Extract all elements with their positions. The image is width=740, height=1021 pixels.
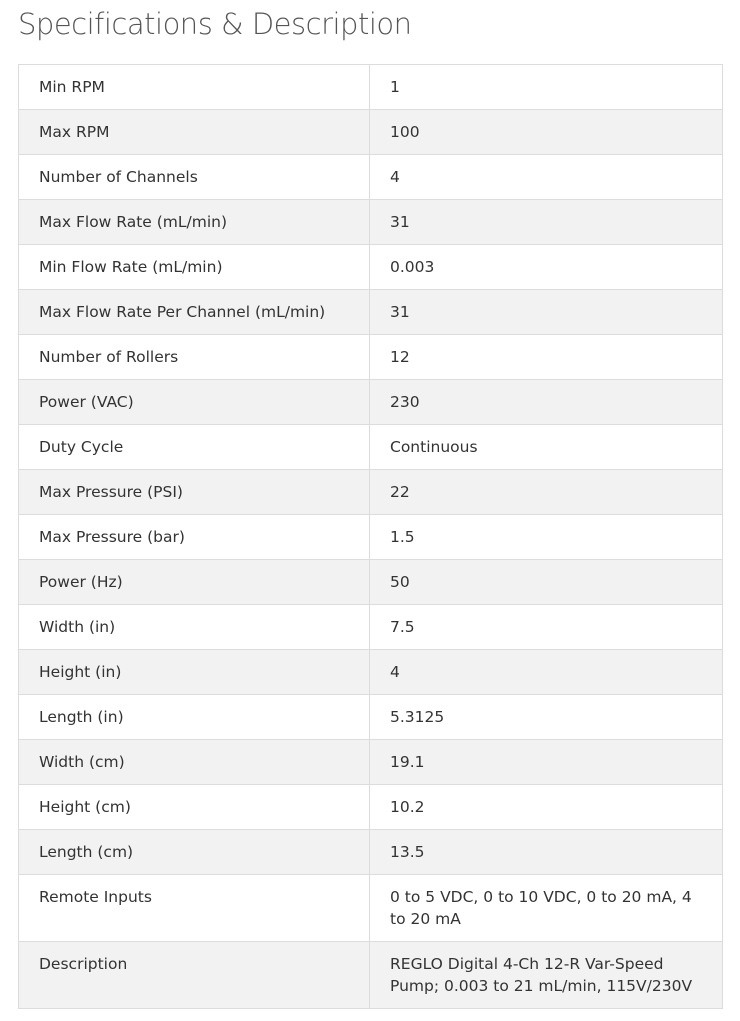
spec-value: 0 to 5 VDC, 0 to 10 VDC, 0 to 20 mA, 4 to 20 mA (370, 875, 723, 942)
spec-label: Min Flow Rate (mL/min) (19, 245, 370, 290)
spec-value: 1.5 (370, 515, 723, 560)
specifications-table (18, 64, 723, 1009)
spec-label: Duty Cycle (19, 425, 370, 470)
table-row (19, 650, 723, 695)
table-row (19, 155, 723, 200)
spec-value: 5.3125 (370, 695, 723, 740)
spec-value: 50 (370, 560, 723, 605)
spec-value: 10.2 (370, 785, 723, 830)
table-row (19, 605, 723, 650)
spec-value: 31 (370, 290, 723, 335)
spec-label: Min RPM (19, 65, 370, 110)
spec-value: 22 (370, 470, 723, 515)
table-row (19, 515, 723, 560)
table-row (19, 560, 723, 605)
spec-label: Length (cm) (19, 830, 370, 875)
spec-value: 19.1 (370, 740, 723, 785)
spec-label: Power (VAC) (19, 380, 370, 425)
spec-label: Max Pressure (bar) (19, 515, 370, 560)
spec-label: Height (in) (19, 650, 370, 695)
table-row (19, 200, 723, 245)
table-row (19, 830, 723, 875)
spec-label: Max Pressure (PSI) (19, 470, 370, 515)
page-title: Specifications & Description (18, 7, 412, 41)
table-row (19, 942, 723, 1009)
spec-label: Max Flow Rate Per Channel (mL/min) (19, 290, 370, 335)
spec-label: Width (cm) (19, 740, 370, 785)
table-row (19, 380, 723, 425)
table-row (19, 740, 723, 785)
spec-label: Max Flow Rate (mL/min) (19, 200, 370, 245)
table-row (19, 875, 723, 942)
spec-label: Length (in) (19, 695, 370, 740)
spec-label: Max RPM (19, 110, 370, 155)
spec-value: 7.5 (370, 605, 723, 650)
spec-value: 12 (370, 335, 723, 380)
table-row (19, 785, 723, 830)
spec-value: 13.5 (370, 830, 723, 875)
table-row (19, 245, 723, 290)
spec-value: 0.003 (370, 245, 723, 290)
spec-value: 31 (370, 200, 723, 245)
table-row (19, 290, 723, 335)
spec-label: Height (cm) (19, 785, 370, 830)
spec-value: Continuous (370, 425, 723, 470)
spec-value: 4 (370, 155, 723, 200)
table-row (19, 335, 723, 380)
spec-label: Number of Channels (19, 155, 370, 200)
spec-label: Number of Rollers (19, 335, 370, 380)
table-row (19, 65, 723, 110)
table-row (19, 425, 723, 470)
table-row (19, 110, 723, 155)
spec-label: Power (Hz) (19, 560, 370, 605)
spec-value: 100 (370, 110, 723, 155)
spec-value: 230 (370, 380, 723, 425)
spec-label: Description (19, 942, 370, 1009)
spec-label: Width (in) (19, 605, 370, 650)
spec-value: 4 (370, 650, 723, 695)
table-row (19, 695, 723, 740)
spec-label: Remote Inputs (19, 875, 370, 942)
spec-value: REGLO Digital 4-Ch 12-R Var-Speed Pump; 0.003 to 21 mL/min, 115V/230V (370, 942, 723, 1009)
spec-value: 1 (370, 65, 723, 110)
table-row (19, 470, 723, 515)
